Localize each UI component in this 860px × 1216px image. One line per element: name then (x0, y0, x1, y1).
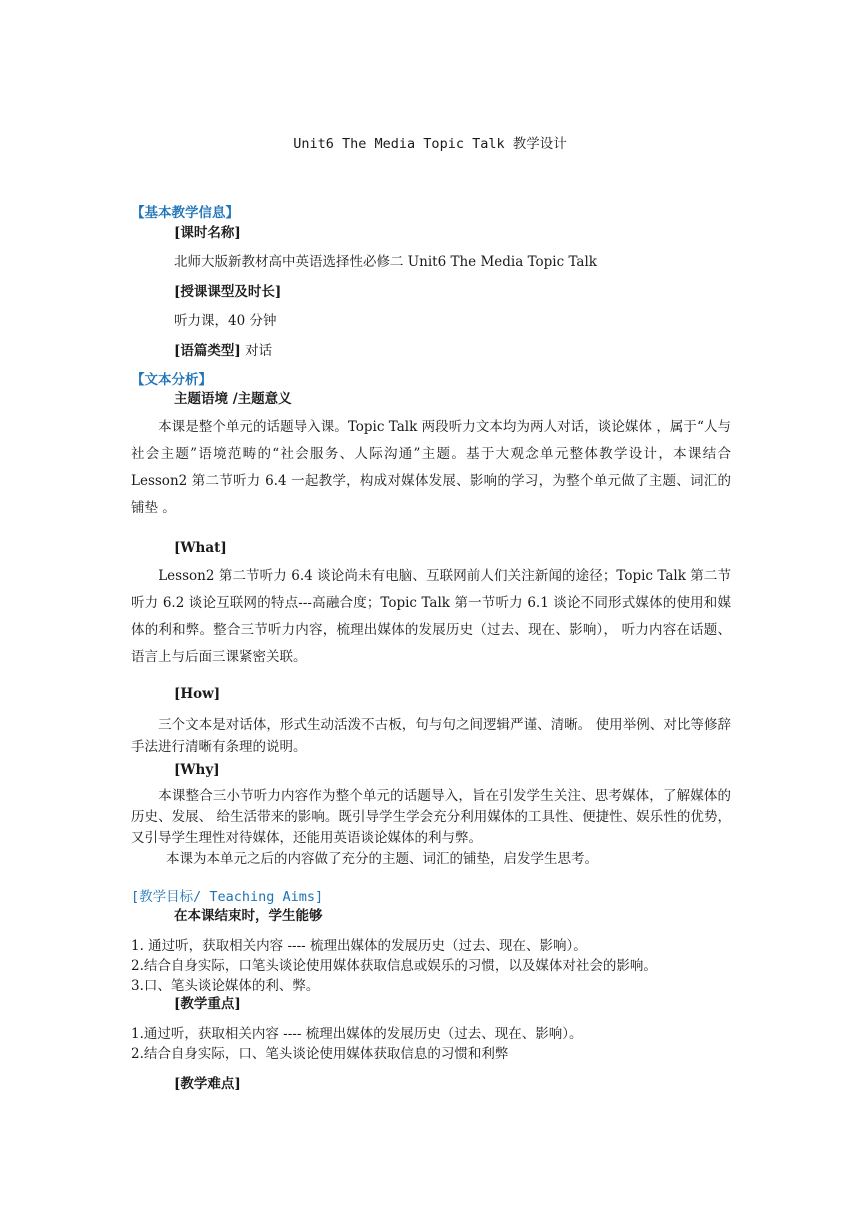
section-heading-text-analysis: 【文本分析】 (131, 372, 212, 388)
type-duration-value: 听力课，40 分钟 (174, 313, 277, 329)
aim-item: 3.口、笔头谈论媒体的利、弊。 (131, 978, 320, 994)
text-type-line (174, 341, 272, 361)
what-label: [What] (174, 540, 227, 556)
key-points-label: [教学重点] (174, 996, 241, 1012)
teaching-aims-intro: 在本课结束时，学生能够 (174, 908, 323, 924)
why-label: [Why] (174, 762, 220, 778)
what-paragraph: Lesson2 第二节听力 6.4 谈论尚未有电脑、互联网前人们关注新闻的途径；Topic Talk 第二节听力 6.2 谈论互联网的特点---高融合度；Topic Talk 第一节听力 6.1 谈论不同形式媒体的使用和媒体的利和弊。整合三节听力内容，梳理出媒体的发展历史（过去、现在、影响）， 听力内容在话题、语言上与后面三课紧密关联。 (131, 568, 731, 665)
difficulty-label: [教学难点] (174, 1076, 241, 1092)
aim-item: 2.结合自身实际，口笔头谈论使用媒体获取信息或娱乐的习惯，以及媒体对社会的影响。 (131, 958, 657, 974)
key-point-item: 2.结合自身实际，口、笔头谈论使用媒体获取信息的习惯和利弊 (131, 1046, 509, 1062)
key-point-item: 1.通过听，获取相关内容 ---- 梳理出媒体的发展历史（过去、现在、影响）。 (131, 1026, 583, 1042)
theme-heading: 主题语境 /主题意义 (174, 391, 292, 407)
type-duration-label: [授课课型及时长] (174, 284, 282, 300)
theme-paragraph: 本课是整个单元的话题导入课。Topic Talk 两段听力文本均为两人对话，谈论媒体 ，属于“人与社会主题”语境范畴的“社会服务、人际沟通”主题。基于大观念单元整体教学设计，本课结合 Lesson2 第二节听力 6.4 一起教学，构成对媒体发展、影响的学习，为整个单元做了主题、词汇的铺垫 。 (131, 419, 731, 516)
text-type-value: 对话 (240, 343, 273, 359)
text-type-label: [语篇类型] (174, 343, 241, 359)
page-title: Unit6 The Media Topic Talk 教学设计 (293, 136, 567, 152)
aim-item: 1. 通过听，获取相关内容 ---- 梳理出媒体的发展历史（过去、现在、影响）。 (131, 938, 587, 954)
how-paragraph: 三个文本是对话体，形式生动活泼不古板，句与句之间逻辑严谨、清晰。 使用举例、对比等修辞手法进行清晰有条理的说明。 (131, 717, 731, 755)
lesson-name-label: [课时名称] (174, 225, 241, 241)
section-heading-basic-info: 【基本教学信息】 (131, 205, 239, 221)
lesson-name-value: 北师大版新教材高中英语选择性必修二 Unit6 The Media Topic Talk (174, 254, 597, 270)
teaching-aims-heading: [教学目标/ Teaching Aims] (131, 889, 324, 905)
why-paragraph-2: 本课为本单元之后的内容做了充分的主题、词汇的铺垫，启发学生思考。 (166, 851, 598, 867)
why-paragraph: 本课整合三小节听力内容作为整个单元的话题导入，旨在引发学生关注、思考媒体，了解媒体的历史、发展、 给生活带来的影响。既引导学生学会充分利用媒体的工具性、便捷性、娱乐性的优势，又引导学生理性对待媒体，还能用英语谈论媒体的利与弊。 (131, 788, 731, 846)
how-label: [How] (174, 686, 221, 702)
